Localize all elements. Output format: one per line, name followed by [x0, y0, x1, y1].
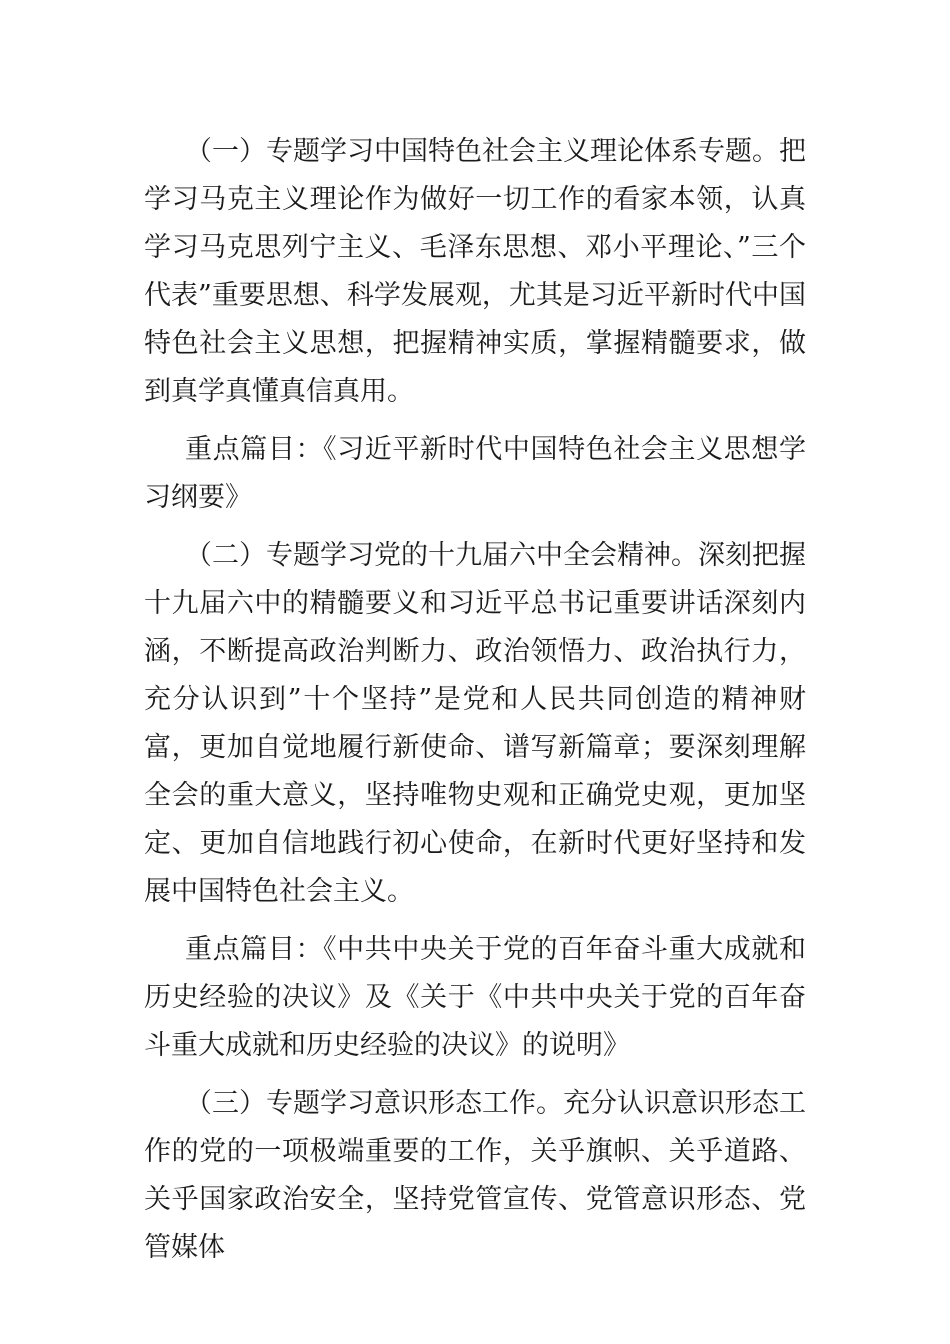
- document-body: [144, 128, 806, 1282]
- paragraph-key-readings-2: 重点篇目：《中共中央关于党的百年奋斗重大成就和历史经验的决议》及《关于《中共中央关于党的百年奋斗重大成就和历史经验的决议》的说明》: [144, 934, 806, 1061]
- paragraph-section-2: （二）专题学习党的十九届六中全会精神。深刻把握十九届六中的精髓要义和习近平总书记重要讲话深刻内涵，不断提高政治判断力、政治领悟力、政治执行力，充分认识到”十个坚持”是党和人民共同创造的精神财富，更加自觉地履行新使命、谱写新篇章；要深刻理解全会的重大意义，坚持唯物史观和正确党史观，更加坚定、更加自信地践行初心使命，在新时代更好坚持和发展中国特色社会主义。: [144, 540, 806, 907]
- paragraph-key-readings-1: 重点篇目：《习近平新时代中国特色社会主义思想学习纲要》: [144, 434, 806, 513]
- paragraph-section-3: （三）专题学习意识形态工作。充分认识意识形态工作的党的一项极端重要的工作，关乎旗帜、关乎道路、关乎国家政治安全，坚持党管宣传、党管意识形态、党管媒体: [144, 1088, 806, 1263]
- paragraph-section-1: （一）专题学习中国特色社会主义理论体系专题。把学习马克主义理论作为做好一切工作的看家本领，认真学习马克思列宁主义、毛泽东思想、邓小平理论、”三个代表”重要思想、科学发展观，尤其是习近平新时代中国特色社会主义思想，把握精神实质，掌握精髓要求，做到真学真懂真信真用。: [144, 136, 806, 407]
